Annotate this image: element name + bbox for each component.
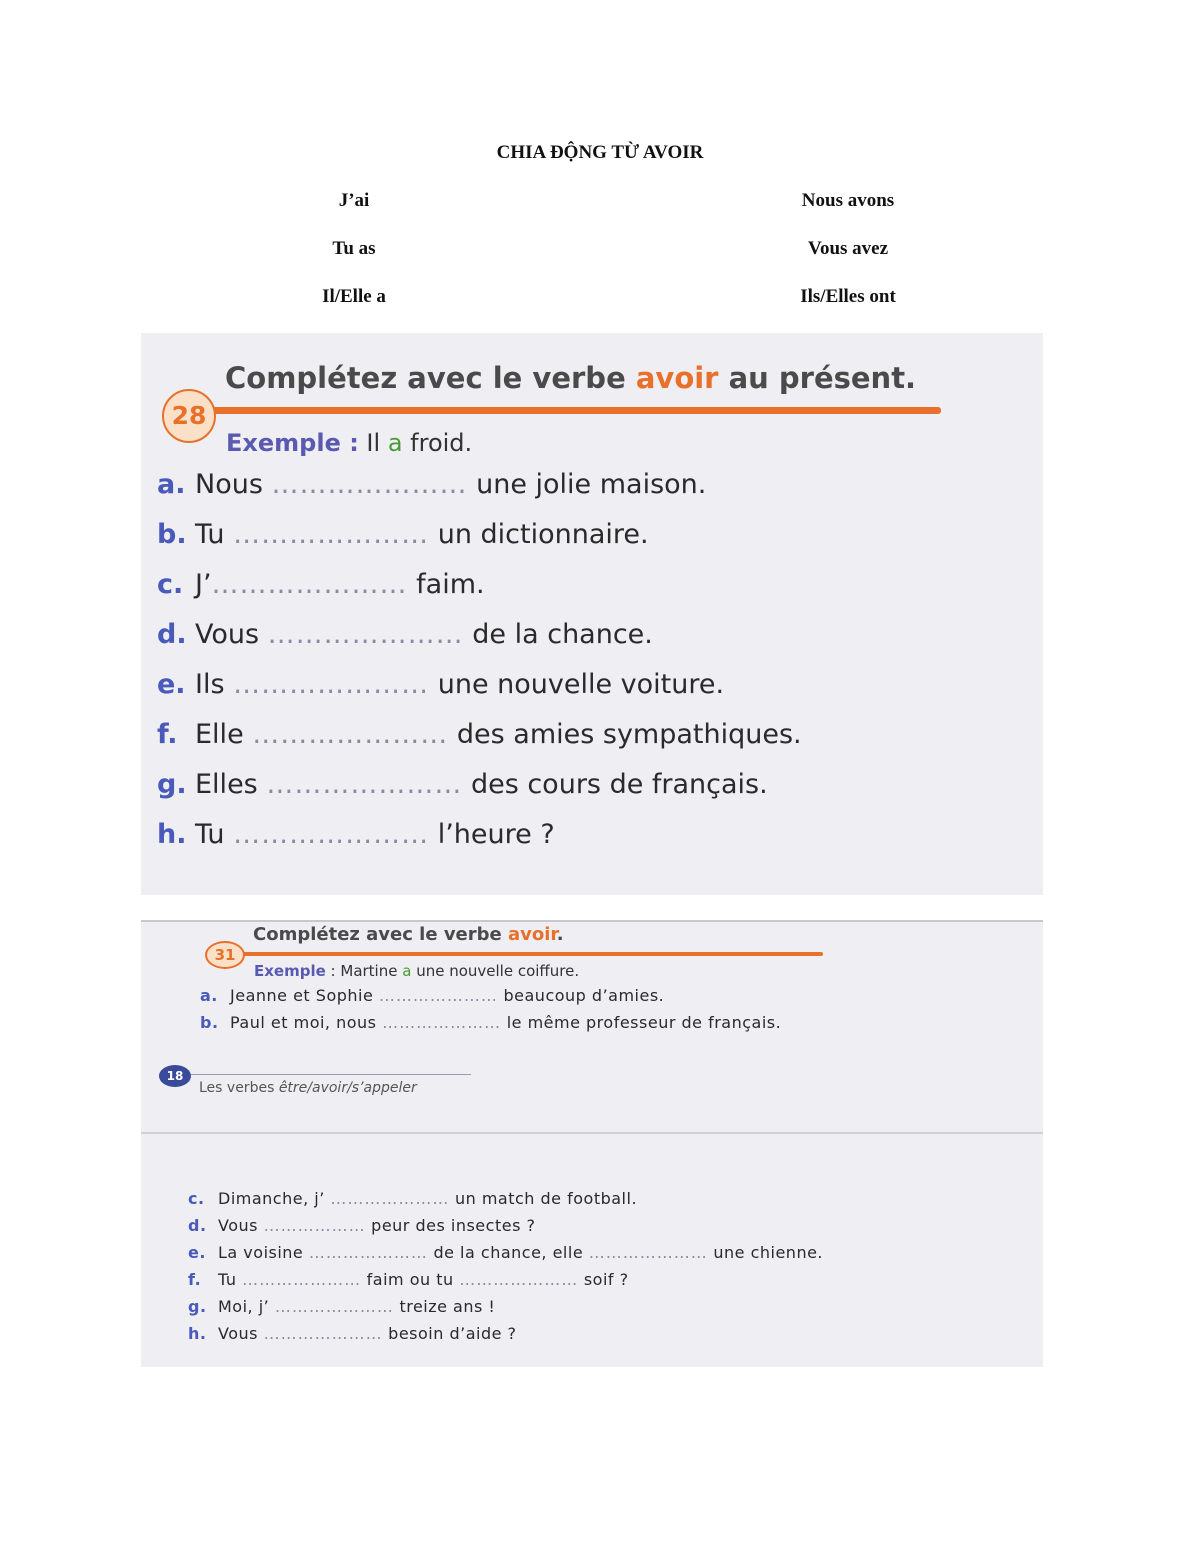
item-letter: h.: [188, 1324, 207, 1343]
item-rest: une chienne.: [713, 1243, 824, 1262]
item-subject: Tu: [195, 519, 225, 550]
item-rest: de la chance.: [472, 619, 653, 650]
item-letter: f.: [157, 719, 178, 750]
item-subject: Dimanche, j’: [218, 1189, 325, 1208]
item-rest: beaucoup d’amies.: [503, 986, 665, 1005]
exercise-item: [157, 519, 649, 550]
item-subject: Tu: [218, 1270, 237, 1289]
answer-blank[interactable]: …………………: [242, 1270, 362, 1289]
item-rest: l’heure ?: [437, 819, 555, 850]
footer-rule: [191, 1074, 471, 1075]
answer-blank[interactable]: …………………: [378, 986, 498, 1005]
example-verb: a: [387, 429, 403, 457]
answer-blank[interactable]: …………………: [233, 519, 430, 550]
example-post: froid.: [402, 429, 473, 457]
exercise-item: [188, 1270, 629, 1289]
page-number-badge: 18: [159, 1065, 191, 1087]
exercise-item: [157, 469, 706, 500]
answer-blank[interactable]: …………………: [211, 569, 408, 600]
answer-blank[interactable]: …………………: [271, 469, 468, 500]
answer-blank[interactable]: …………………: [274, 1297, 394, 1316]
item-subject: Moi, j’: [218, 1297, 270, 1316]
answer-blank[interactable]: …………………: [308, 1243, 428, 1262]
item-rest: de la chance, elle: [433, 1243, 584, 1262]
exercise-item: [200, 1013, 781, 1032]
item-letter: d.: [157, 619, 187, 650]
exercise-28-panel: [141, 333, 1043, 895]
item-rest: soif ?: [583, 1270, 629, 1289]
item-rest: le même professeur de français.: [506, 1013, 782, 1032]
exercise-28-badge: 28: [162, 389, 216, 443]
item-rest: une nouvelle voiture.: [437, 669, 725, 700]
item-letter: g.: [188, 1297, 207, 1316]
exercise-31-title-underline: [233, 952, 823, 956]
exercise-item: [157, 769, 768, 800]
footer-italic: être/avoir/s’appeler: [278, 1080, 417, 1096]
page-title: CHIA ĐỘNG TỪ AVOIR: [496, 142, 704, 163]
item-subject: Vous: [218, 1324, 258, 1343]
footer-pre: Les verbes: [199, 1080, 279, 1096]
answer-blank[interactable]: …………………: [459, 1270, 579, 1289]
exercise-item: [188, 1324, 517, 1343]
exercise-item: [157, 569, 485, 600]
item-rest: peur des insectes ?: [371, 1216, 536, 1235]
exercise-28-title-underline: [211, 407, 941, 414]
example-pre: : Martine: [325, 962, 403, 980]
item-subject: Vous: [195, 619, 260, 650]
exercise-31-title-post: .: [556, 924, 564, 945]
answer-blank[interactable]: …………………: [263, 1324, 383, 1343]
item-letter: e.: [188, 1243, 206, 1262]
exercise-item: [188, 1297, 495, 1316]
item-rest: un match de football.: [454, 1189, 638, 1208]
footer-running-title: [199, 1080, 417, 1096]
item-letter: a.: [157, 469, 186, 500]
item-subject: Vous: [218, 1216, 258, 1235]
conj-nous: Nous avons: [801, 190, 895, 211]
exercise-item: [188, 1189, 637, 1208]
conj-il: Il/Elle a: [322, 286, 386, 307]
item-subject: Ils: [195, 669, 225, 700]
example-pre: Il: [358, 429, 388, 457]
conj-tu: Tu as: [332, 238, 376, 259]
exercise-28-title-verb: avoir: [635, 361, 719, 395]
item-rest: faim ou tu: [366, 1270, 454, 1289]
exercise-28-title-post: au présent.: [718, 361, 917, 395]
item-rest: une jolie maison.: [476, 469, 707, 500]
answer-blank[interactable]: …………………: [267, 619, 464, 650]
exercise-31-title: [253, 924, 564, 945]
exercise-28-title-pre: Complétez avec le verbe: [225, 361, 636, 395]
item-letter: c.: [157, 569, 184, 600]
answer-blank[interactable]: …………………: [252, 719, 449, 750]
item-subject: Tu: [195, 819, 225, 850]
item-subject: J’: [195, 569, 212, 600]
item-rest: des amies sympathiques.: [456, 719, 802, 750]
item-letter: b.: [200, 1013, 219, 1032]
item-subject: Jeanne et Sophie: [230, 986, 374, 1005]
example-label: Exemple: [254, 962, 326, 980]
item-letter: g.: [157, 769, 187, 800]
exercise-item: [157, 619, 653, 650]
exercise-28-title: [225, 361, 916, 395]
item-rest: faim.: [416, 569, 485, 600]
answer-blank[interactable]: …………………: [233, 669, 430, 700]
exercise-28-example: [226, 429, 472, 457]
exercise-31-title-verb: avoir: [508, 924, 557, 945]
exercise-31-panel: [141, 920, 1043, 1367]
answer-blank[interactable]: …………………: [382, 1013, 502, 1032]
item-letter: f.: [188, 1270, 202, 1289]
item-subject: Paul et moi, nous: [230, 1013, 377, 1032]
answer-blank[interactable]: …………………: [233, 819, 430, 850]
answer-blank[interactable]: …………………: [266, 769, 463, 800]
item-subject: Elle: [195, 719, 244, 750]
exercise-item: [188, 1216, 535, 1235]
item-rest: un dictionnaire.: [437, 519, 649, 550]
example-label: Exemple :: [226, 429, 359, 457]
answer-blank[interactable]: ………………: [263, 1216, 366, 1235]
exercise-31-title-pre: Complétez avec le verbe: [253, 924, 508, 945]
conj-je: J’ai: [338, 190, 370, 211]
page-divider: [141, 1132, 1043, 1134]
conj-ils: Ils/Elles ont: [800, 286, 896, 307]
item-letter: c.: [188, 1189, 205, 1208]
item-rest: besoin d’aide ?: [388, 1324, 517, 1343]
exercise-item: [188, 1243, 823, 1262]
example-post: une nouvelle coiffure.: [411, 962, 580, 980]
exercise-item: [200, 986, 664, 1005]
item-letter: h.: [157, 819, 187, 850]
example-verb: a: [402, 962, 412, 980]
item-subject: Elles: [195, 769, 258, 800]
item-letter: b.: [157, 519, 187, 550]
exercise-31-example: [254, 962, 579, 980]
exercise-item: [157, 669, 724, 700]
item-subject: Nous: [195, 469, 263, 500]
answer-blank[interactable]: …………………: [330, 1189, 450, 1208]
item-letter: a.: [200, 986, 218, 1005]
item-rest: des cours de français.: [470, 769, 768, 800]
exercise-item: [157, 819, 555, 850]
exercise-31-badge: 31: [205, 941, 245, 969]
item-subject: La voisine: [218, 1243, 304, 1262]
exercise-item: [157, 719, 802, 750]
item-rest: treize ans !: [399, 1297, 496, 1316]
item-letter: e.: [157, 669, 186, 700]
answer-blank[interactable]: …………………: [588, 1243, 708, 1262]
item-letter: d.: [188, 1216, 207, 1235]
conj-vous: Vous avez: [807, 238, 889, 259]
